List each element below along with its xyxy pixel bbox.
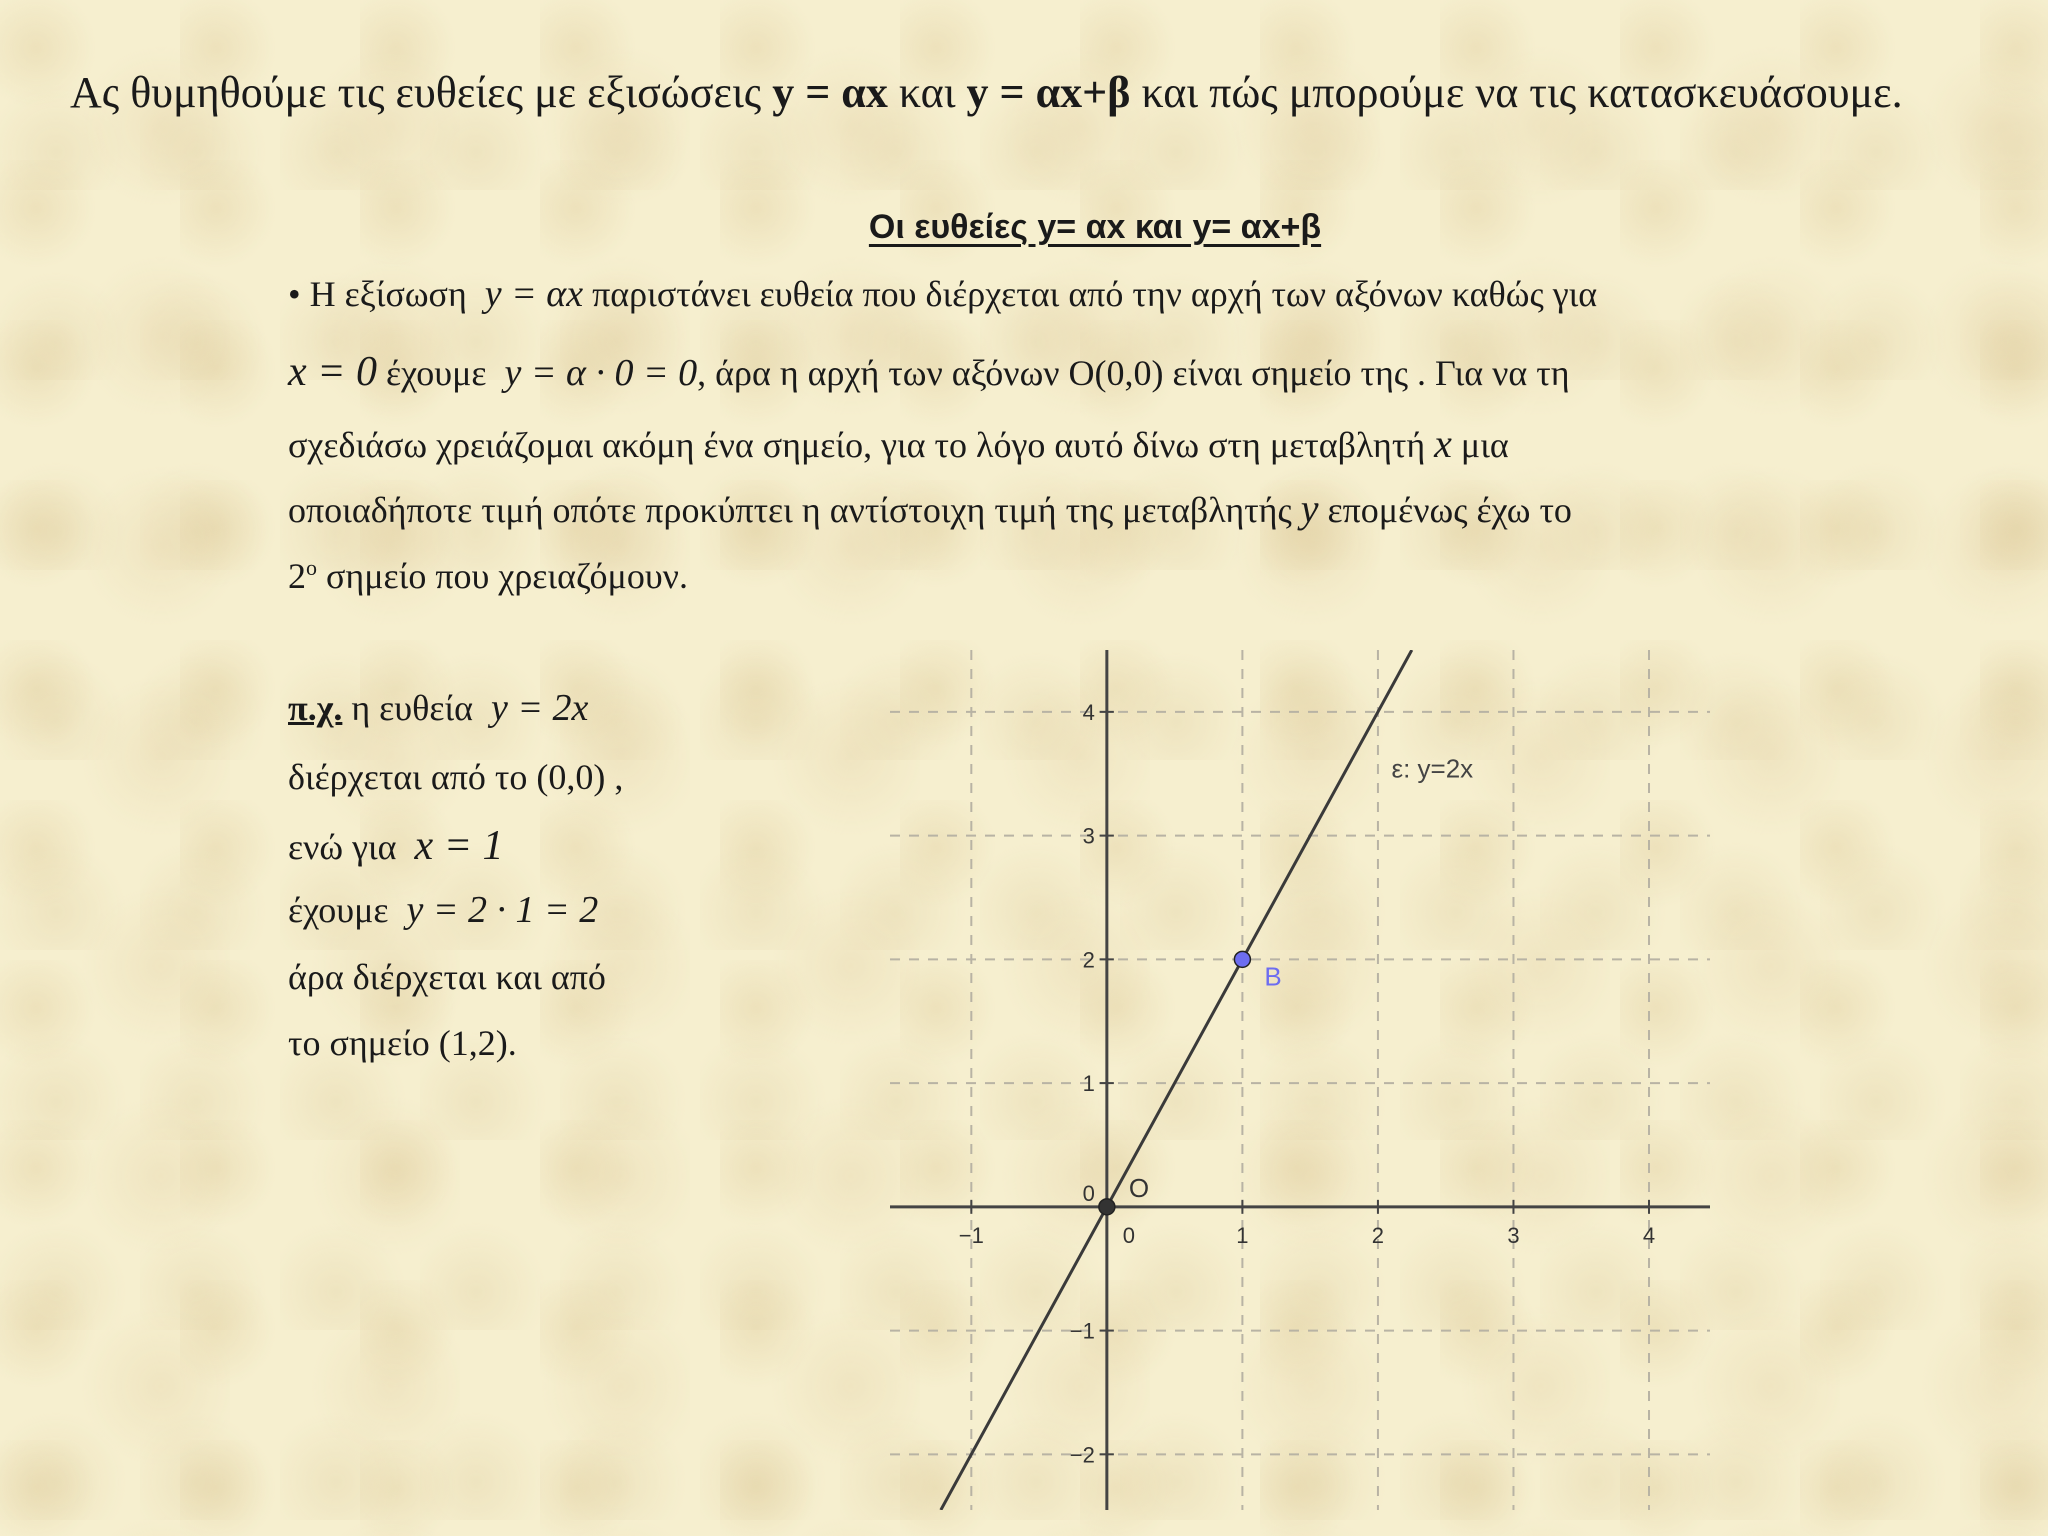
text: έχουμε: [376, 353, 496, 393]
intro-text-part: και: [887, 68, 967, 117]
x-tick-label: −1: [958, 1222, 984, 1248]
example-line-3: [288, 822, 504, 870]
point-b: [1234, 951, 1250, 967]
math-expression: y = α · 0 = 0: [504, 352, 698, 394]
text: σχεδιάσω χρειάζομαι ακόμη ένα σημείο, για το λόγο αυτό δίνω στη μεταβλητή: [288, 425, 1435, 465]
paragraph-line-3: [288, 420, 1509, 467]
example-line-4: [288, 888, 598, 932]
y-tick-label: 1: [1082, 1071, 1095, 1097]
math-expression: x = 0: [288, 349, 377, 395]
math-variable: x: [1434, 421, 1452, 466]
line-label: ε: y=2x: [1391, 753, 1474, 784]
math-expression: y = 2x: [491, 687, 589, 729]
text: , άρα η αρχή των αξόνων O(0,0) είναι σημείο της . Για να τη: [697, 353, 1570, 393]
intro-text: [70, 62, 1970, 124]
example-line-1: [288, 686, 588, 730]
point-o: [1099, 1199, 1115, 1215]
text: η ευθεία: [342, 688, 483, 728]
y-tick-label: 3: [1082, 823, 1095, 849]
paragraph-line-1: [288, 272, 1597, 316]
section-heading: Οι ευθείες y= αx και y= αx+β: [868, 208, 1322, 246]
math-expression: y = αx: [484, 273, 584, 315]
text: ενώ για: [288, 827, 406, 867]
paragraph-line-4: [288, 485, 1572, 532]
text: Η εξίσωση: [300, 274, 476, 314]
y-tick-label: 2: [1082, 947, 1095, 973]
math-expression: x = 1: [414, 823, 504, 869]
example-line-5: άρα διέρχεται και από: [288, 957, 606, 997]
intro-equation-1: y = αx: [772, 68, 888, 117]
text: επομένως έχω το: [1318, 490, 1572, 530]
example-line-2: διέρχεται από το (0,0) ,: [288, 757, 624, 797]
y-tick-label: 0: [1082, 1180, 1095, 1206]
example-line-6: το σημείο (1,2).: [288, 1023, 517, 1063]
text: έχουμε: [288, 890, 398, 930]
x-tick-label: 3: [1507, 1222, 1520, 1248]
graph-y-equals-2x: [890, 650, 1710, 1510]
text: 2: [288, 556, 306, 596]
intro-text-part: Ας θυμηθούμε τις ευθείες με εξισώσεις: [70, 68, 773, 117]
text: παριστάνει ευθεία που διέρχεται από την αρχή των αξόνων καθώς για: [583, 274, 1598, 314]
text: οποιαδήποτε τιμή οπότε προκύπτει η αντίστοιχη τιμή της μεταβλητής: [288, 490, 1301, 530]
y-tick-label: −2: [1069, 1442, 1095, 1468]
example-label: π.χ.: [288, 688, 343, 728]
line-y-equals-2x: [941, 650, 1412, 1510]
math-variable: y: [1300, 486, 1319, 531]
point-label: B: [1264, 961, 1282, 992]
intro-equation-2: y = αx+β: [966, 68, 1131, 117]
x-tick-label: 1: [1236, 1222, 1249, 1248]
math-expression: y = 2 · 1 = 2: [406, 889, 599, 931]
x-tick-label: 0: [1122, 1222, 1135, 1248]
paragraph-line-5: [288, 555, 688, 597]
text: σημείο που χρειαζόμουν.: [317, 556, 688, 596]
bullet: •: [288, 274, 301, 314]
x-tick-label: 2: [1371, 1222, 1385, 1248]
point-label: O: [1128, 1172, 1150, 1203]
text: μια: [1451, 425, 1509, 465]
paragraph-line-2: [288, 348, 1570, 396]
x-tick-label: 4: [1642, 1222, 1656, 1248]
y-tick-label: 4: [1082, 699, 1095, 725]
y-tick-label: −1: [1069, 1318, 1095, 1344]
intro-text-part: και πώς μπορούμε να τις κατασκευάσουμε.: [1130, 68, 1903, 117]
ordinal-superscript: ο: [306, 555, 317, 580]
